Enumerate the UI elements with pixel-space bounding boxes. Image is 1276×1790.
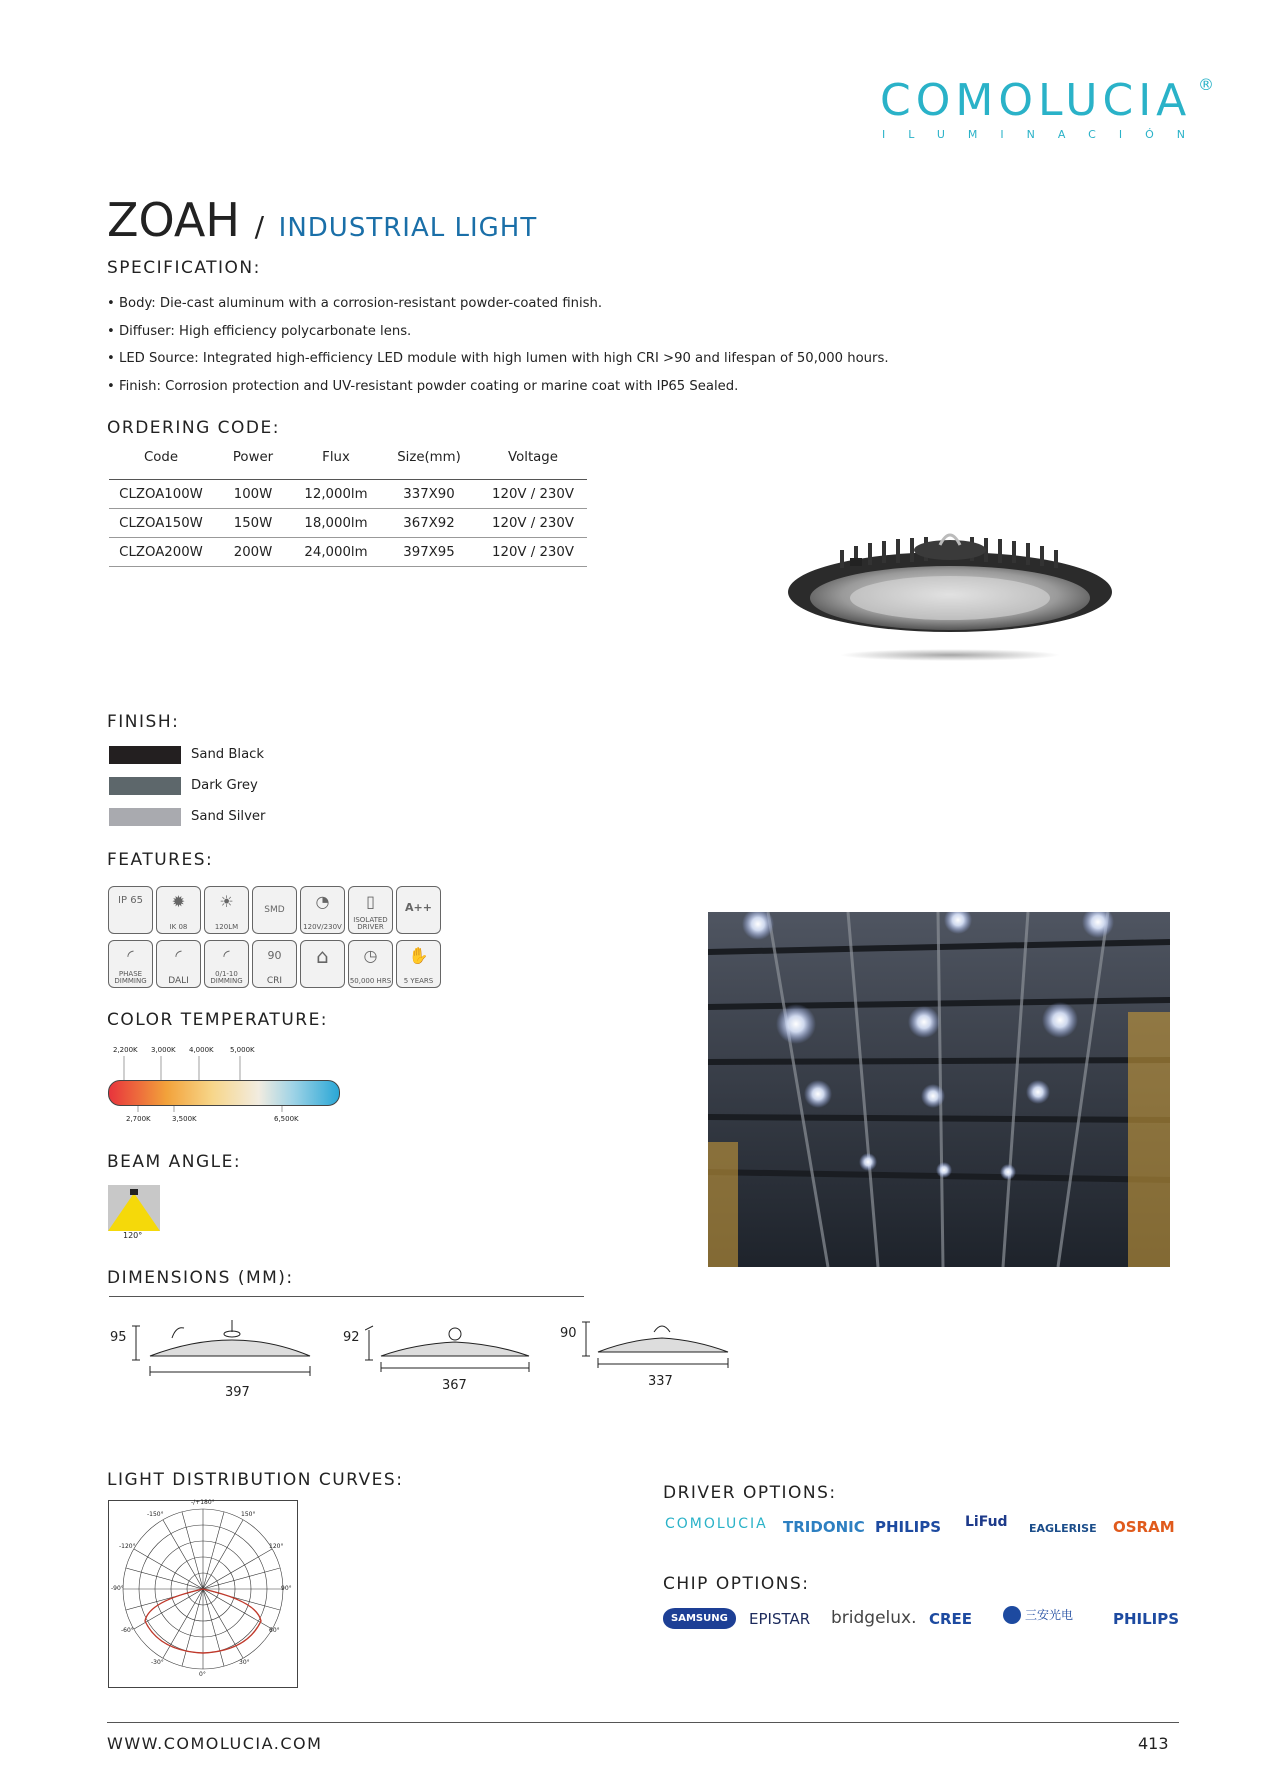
chip-logo: bridgelux.	[831, 1608, 917, 1628]
energy-class-text: A++	[405, 901, 432, 914]
table-cell: CLZOA150W	[109, 509, 213, 538]
finish-list	[109, 739, 265, 832]
dimension-width: 397	[225, 1385, 250, 1400]
ct-label-bottom: 6,500K	[274, 1115, 299, 1123]
dimension-height: 92	[343, 1330, 360, 1345]
brand-logo	[880, 75, 1214, 141]
driver-logo: PHILIPS	[875, 1518, 942, 1536]
dimming-glyph: ◜	[175, 946, 182, 965]
chip-logo: CREE	[929, 1610, 973, 1628]
driver-options-heading: DRIVER OPTIONS:	[663, 1483, 837, 1503]
cri-icon	[252, 940, 297, 988]
dimming-glyph: ◜	[223, 946, 230, 965]
table-cell: 397X95	[379, 538, 479, 567]
table-cell: 367X92	[379, 509, 479, 538]
angle-label: 90°	[281, 1585, 292, 1592]
table-cell: 120V / 230V	[479, 538, 587, 567]
smd-chip-icon	[252, 886, 297, 934]
ct-label-bottom: 3,500K	[172, 1115, 197, 1123]
sanan-emblem-icon	[1003, 1606, 1021, 1624]
table-cell: CLZOA200W	[109, 538, 213, 567]
impact-glyph: ✹	[171, 892, 186, 911]
angle-label: -120°	[119, 1543, 136, 1550]
feature-label: PHASE DIMMING	[114, 970, 147, 985]
feature-label: CRI	[266, 976, 283, 986]
driver-glyph: ▯	[366, 892, 375, 911]
dimension-width: 367	[442, 1378, 467, 1393]
voltage-gauge-icon	[300, 886, 345, 934]
finish-option	[109, 770, 265, 801]
title-separator: /	[254, 210, 265, 243]
table-cell: 337X90	[379, 480, 479, 509]
angle-label: -150°	[147, 1511, 164, 1518]
product-name: ZOAH	[107, 193, 240, 247]
analog-dimming-icon	[204, 940, 249, 988]
spec-item: • Diffuser: High efficiency polycarbonate lens.	[107, 323, 412, 339]
color-temperature-bar	[108, 1080, 340, 1106]
table-cell: 100W	[213, 480, 293, 509]
handshake-glyph: ✋	[408, 946, 429, 965]
column-header: Code	[109, 435, 213, 480]
dimensions-divider	[109, 1296, 584, 1297]
isolated-driver-icon	[348, 886, 393, 934]
finish-swatch	[109, 777, 181, 795]
table-cell: 200W	[213, 538, 293, 567]
warranty-handshake-icon	[396, 940, 441, 988]
light-distribution-heading: LIGHT DISTRIBUTION CURVES:	[107, 1470, 404, 1490]
chip-logos	[663, 1604, 1183, 1640]
footer-website-link[interactable]: WWW.COMOLUCIA.COM	[107, 1734, 323, 1753]
finish-label: Sand Black	[191, 747, 265, 762]
ip65-icon	[108, 886, 153, 934]
logo-tagline: ILUMINACIÓN	[882, 128, 1208, 141]
feature-label: 120LM	[214, 923, 239, 931]
feature-label: DALI	[168, 976, 189, 986]
finish-label: Dark Grey	[191, 778, 258, 793]
registered-mark: ®	[1198, 75, 1214, 94]
phase-dimming-icon	[108, 940, 153, 988]
table-cell: CLZOA100W	[109, 480, 213, 509]
dimension-drawing	[132, 1318, 312, 1380]
dimension-drawing	[582, 1318, 732, 1376]
driver-logo: COMOLUCIA	[665, 1516, 768, 1532]
energy-class-icon	[396, 886, 441, 934]
ordering-heading: ORDERING CODE:	[107, 418, 280, 438]
product-image	[770, 520, 1120, 670]
dimension-height: 90	[560, 1326, 577, 1341]
spec-item: • Body: Die-cast aluminum with a corrosion-resistant powder-coated finish.	[107, 296, 603, 311]
bulb-glyph: ☀	[219, 892, 234, 911]
beam-angle-value: 120°	[123, 1231, 143, 1240]
features-grid	[108, 886, 441, 988]
finish-option	[109, 739, 265, 770]
color-temperature-heading: COLOR TEMPERATURE:	[107, 1010, 329, 1030]
table-cell: 120V / 230V	[479, 480, 587, 509]
page-title	[107, 193, 537, 247]
chip-logo: EPISTAR	[749, 1610, 811, 1628]
column-header: Size(mm)	[379, 435, 479, 480]
driver-logo: LiFud	[965, 1514, 1008, 1530]
table-row	[109, 480, 587, 509]
ct-label-top: 3,000K	[151, 1046, 176, 1054]
clock-glyph: ◷	[363, 946, 378, 965]
table-cell: 150W	[213, 509, 293, 538]
driver-logo: TRIDONIC	[783, 1518, 865, 1536]
impact-icon	[156, 886, 201, 934]
lifespan-clock-icon	[348, 940, 393, 988]
feature-label: 5 YEARS	[403, 977, 434, 985]
light-distribution-chart	[108, 1500, 298, 1688]
finish-swatch	[109, 746, 181, 764]
chip-options-heading: CHIP OPTIONS:	[663, 1574, 810, 1594]
angle-label: 60°	[269, 1627, 280, 1634]
dimming-glyph: ◜	[127, 946, 134, 965]
ct-label-top: 5,000K	[230, 1046, 255, 1054]
smd-text: SMD	[264, 905, 285, 915]
chip-logo: SAMSUNG	[663, 1608, 736, 1629]
finish-heading: FINISH:	[107, 712, 180, 732]
column-header: Flux	[293, 435, 379, 480]
feature-label: IK 08	[169, 923, 188, 931]
angle-label: 30°	[239, 1659, 250, 1666]
ct-label-top: 2,200K	[113, 1046, 138, 1054]
features-heading: FEATURES:	[107, 850, 214, 870]
cri-value: 90	[267, 949, 282, 962]
angle-label: 150°	[241, 1511, 256, 1518]
driver-logo: EAGLERISE	[1029, 1522, 1097, 1535]
column-header: Power	[213, 435, 293, 480]
feature-label: 120V/230V	[303, 923, 342, 931]
spec-item: • LED Source: Integrated high-efficiency LED module with high lumen with high CRI >90 and lifespan of 50,000 hours.	[107, 351, 889, 366]
spec-item: • Finish: Corrosion protection and UV-resistant powder coating or marine coat with IP65 Sealed.	[107, 378, 739, 394]
column-header: Voltage	[479, 435, 587, 480]
installation-photo	[708, 912, 1170, 1267]
driver-logos	[663, 1514, 1183, 1544]
dimension-width: 337	[648, 1374, 673, 1389]
feature-label: ISOLATED DRIVER	[353, 916, 388, 931]
angle-label: -90°	[111, 1585, 124, 1592]
dimensions-heading: DIMENSIONS (MM):	[107, 1268, 294, 1288]
finish-label: Sand Silver	[191, 809, 266, 824]
ip-rating-text: IP 65	[118, 895, 143, 906]
table-cell: 120V / 230V	[479, 509, 587, 538]
polar-plot	[109, 1501, 297, 1687]
chip-logo: 三安光电	[1025, 1608, 1074, 1622]
angle-label: 0°	[199, 1671, 206, 1678]
specification-list	[107, 290, 889, 400]
dimension-height: 95	[110, 1330, 127, 1345]
angle-label: -/+180°	[191, 1499, 215, 1506]
house-glyph: ⌂	[316, 944, 329, 968]
ct-label-top: 4,000K	[189, 1046, 214, 1054]
feature-label: 0/1-10 DIMMING	[210, 970, 243, 985]
ct-label-bottom: 2,700K	[126, 1115, 151, 1123]
beam-angle-icon	[108, 1185, 160, 1231]
table-cell: 18,000lm	[293, 509, 379, 538]
gauge-glyph: ◔	[315, 892, 330, 911]
table-cell: 24,000lm	[293, 538, 379, 567]
finish-swatch	[109, 808, 181, 826]
bulb-icon	[204, 886, 249, 934]
dimension-drawing	[365, 1318, 535, 1380]
beam-angle-heading: BEAM ANGLE:	[107, 1152, 242, 1172]
page-number: 413	[1138, 1734, 1169, 1753]
product-category: INDUSTRIAL LIGHT	[278, 213, 538, 243]
angle-label: 120°	[269, 1543, 284, 1550]
indoor-house-icon	[300, 940, 345, 988]
table-row	[109, 509, 587, 538]
feature-label: 50,000 HRS	[349, 977, 392, 985]
table-header-row	[109, 435, 587, 480]
specification-heading: SPECIFICATION:	[107, 258, 261, 278]
finish-option	[109, 801, 265, 832]
logo-wordmark: COMOLUCIA	[880, 75, 1192, 126]
driver-logo: OSRAM	[1113, 1518, 1175, 1536]
ordering-table	[109, 435, 587, 567]
table-cell: 12,000lm	[293, 480, 379, 509]
chip-logo: PHILIPS	[1113, 1610, 1180, 1628]
table-row	[109, 538, 587, 567]
footer-divider	[107, 1722, 1179, 1723]
angle-label: -30°	[151, 1659, 164, 1666]
dali-dimming-icon	[156, 940, 201, 988]
angle-label: -60°	[121, 1627, 134, 1634]
